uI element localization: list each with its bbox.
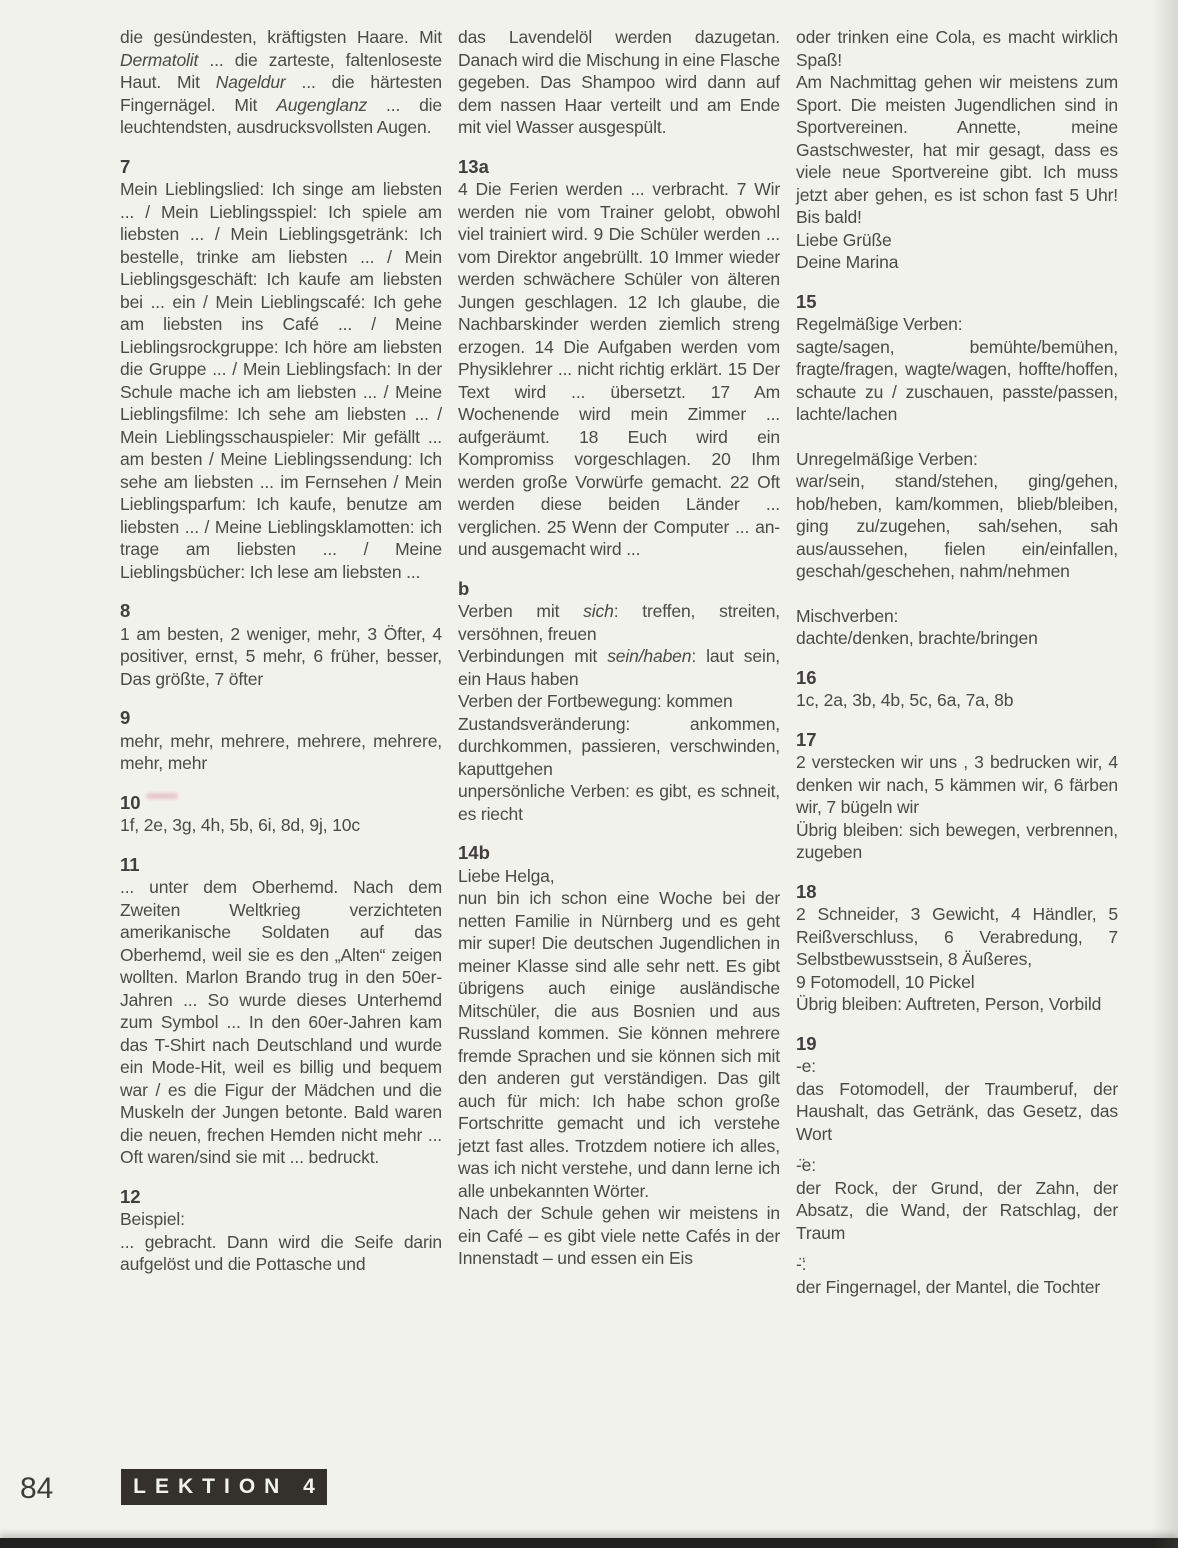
column-2 [458, 26, 780, 1298]
paragraph: 4 Die Ferien werden ... verbracht. 7 Wir werden nie vom Trainer gelobt, obwohl viel trainiert wird. 9 Die Schüler werden ... vom Direktor angebrüllt. 10 Immer wieder werden schwächere Schüler von älteren Jungen geschlagen. 12 Ich glaube, die Nachbarskinder werden ziemlich streng erzogen. 14 Die Aufgaben werden vom Physiklehrer ... nicht richtig erklärt. 15 Der Text wird ... übersetzt. 17 Am Wochenende wird mein Zimmer ... aufgeräumt. 18 Euch wird ein Kompromiss vorgeschlagen. 20 Ihm werden große Vorwürfe gemacht. 22 Oft werden diese beiden Länder ... verglichen. 25 Wenn der Computer ... an- und ausgemacht wird ... [458, 179, 780, 559]
paragraph: ... unter dem Oberhemd. Nach dem Zweiten Weltkrieg verzichteten amerikanische Soldaten auf das Oberhemd, weil sie es den „Alten“ zeigen wollten. Marlon Brando trug in den 50er-Jahren ... So wurde dieses Unterhemd zum Symbol ... In den 60er-Jahren kam das T-Shirt nach Deutschland und wurde ein Mode-Hit, weil es billig und bequem war / es die Figur der Mädchen und die Muskeln der Jungen betonte. Bald waren die neuen, frechen Hemden nicht mehr ... Oft waren/sind sie mit ... bedruckt. [120, 877, 442, 1167]
paragraph: die gesündesten, kräftigsten Haare. Mit Dermatolit ... die zarteste, faltenloseste Haut. Mit Nageldur ... die härtesten Fingernägel. Mit Augenglanz ... die leuchtendsten, ausdrucksvollsten Augen. [120, 27, 442, 137]
paragraph: Regelmäßige Verben: sagte/sagen, bemühte/bemühen, fragte/fragen, wagte/wagen, hoffte/hoffen, schaute zu / zuschauen, passte/passen, lachte/lachen [796, 314, 1118, 424]
paragraph: 2 Schneider, 3 Gewicht, 4 Händler, 5 Reißverschluss, 6 Verabredung, 7 Selbstbewusstsein, 8 Äußeres, 9 Fotomodell, 10 Pickel Übrig bleiben: Auftreten, Person, Vorbild [796, 904, 1118, 1014]
lektion-badge: LEKTION 4 [121, 1469, 327, 1505]
section-heading: 8 [120, 600, 131, 621]
paragraph: Liebe Helga, nun bin ich schon eine Woche bei der netten Familie in Nürnberg und es geht mir super! Die deutschen Jugendlichen in meiner Klasse sind alle sehr nett. Es gibt übrigens auch einige ausländische Mitschüler, die aus Bosnien und aus Russland kommen. Sie können mehrere fremde Sprachen und sie können sich mit den anderen gut verständigen. Das gilt auch für mich: Ich habe schon große Fortschritte gemacht und ich verstehe jetzt fast alles. Trotzdem notiere ich alles, was ich nicht verstehe, und dann lerne ich alle unbekannten Wörter. Nach der Schule gehen wir meistens in ein Café – es gibt viele nette Cafés in der Innenstadt – und essen ein Eis [458, 865, 780, 1268]
paragraph: oder trinken eine Cola, es macht wirklich Spaß! Am Nachmittag gehen wir meistens zum Sport. Die meisten Jugendlichen sind in Sportvereinen. Annette, meine Gastschwester, hat mir gesagt, dass es viele neue Sportvereine gibt. Ich muss jetzt aber gehen, es ist schon fast 5 Uhr! Bis bald! Liebe Grüße Deine Marina [796, 27, 1118, 272]
paragraph: -e: das Fotomodell, der Traumberuf, der Haushalt, das Getränk, das Gesetz, das Wort [796, 1056, 1118, 1144]
section-heading: 9 [120, 707, 131, 728]
section-heading: 19 [796, 1032, 817, 1054]
paragraph: 1f, 2e, 3g, 4h, 5b, 6i, 8d, 9j, 10c [120, 815, 360, 835]
paragraph: mehr, mehr, mehrere, mehrere, mehrere, mehr, mehr [120, 730, 442, 773]
section-heading: 10 [120, 791, 141, 813]
paragraph: das Lavendelöl werden dazugetan. Danach wird die Mischung in eine Flasche gegeben. Das Shampoo wird dann auf dem nassen Haar verteilt und am Ende mit viel Wasser ausgespült. [458, 27, 780, 137]
paragraph: -̈e: der Rock, der Grund, der Zahn, der Absatz, die Wand, der Ratschlag, der Traum [796, 1155, 1118, 1243]
scan-bottom-edge [0, 1538, 1178, 1548]
paragraph: Mein Lieblingslied: Ich singe am liebsten ... / Mein Lieblingsspiel: Ich spiele am liebsten ... / Mein Lieblingsgetränk: Ich bestelle, trinke am liebsten ... / Mein Lieblingsgeschäft: Ich kaufe am liebsten bei ... ein / Mein Lieblingscafé: Ich gehe am liebsten ins Café ... / Meine Lieblingsrockgruppe: Ich höre am liebsten die Gruppe ... / Mein Lieblingsfach: In der Schule mache ich am liebsten ... / Meine Lieblingsfilme: Ich sehe am liebsten ... / Mein Lieblingsschauspieler: Mir gefällt ... am besten / Meine Lieblingssendung: Ich sehe am liebsten ... im Fernsehen / Mein Lieblingsparfum: Ich kaufe, benutze am liebsten ... / Meine Lieblingsklamotten: ich trage am liebsten ... / Meine Lieblingsbücher: Ich lese am liebsten ... [120, 179, 442, 582]
section-heading: 18 [796, 880, 817, 902]
paragraph: -̈: der Fingernagel, der Mantel, die Tochter [796, 1254, 1100, 1297]
section-heading: 13a [458, 155, 489, 177]
column-1 [120, 26, 442, 1298]
paragraph: Unregelmäßige Verben: war/sein, stand/stehen, ging/gehen, hob/heben, kam/kommen, blieb/bleiben, ging zu/zugehen, sah/sehen, sah aus/aussehen, fielen ein/einfallen, geschah/geschehen, nahm/nehmen [796, 448, 1118, 581]
paragraph: 1 am besten, 2 weniger, mehr, 3 Öfter, 4 positiver, ernst, 5 mehr, 6 früher, besser, Das größte, 7 öfter [120, 623, 442, 689]
page-number: 84 [20, 1472, 54, 1505]
section-heading: 15 [796, 290, 817, 312]
section-heading: b [458, 577, 470, 599]
scan-artifact [146, 793, 178, 799]
section-heading: 17 [796, 728, 817, 750]
section-heading: 11 [120, 853, 140, 875]
paragraph: 1c, 2a, 3b, 4b, 5c, 6a, 7a, 8b [796, 690, 1014, 710]
paragraph: 2 verstecken wir uns , 3 bedrucken wir, 4 denken wir nach, 5 kämmen wir, 6 färben wir, 7 bügeln wir Übrig bleiben: sich bewegen, verbrennen, zugeben [796, 752, 1118, 862]
paragraph: Mischverben: dachte/denken, brachte/bringen [796, 605, 1038, 648]
column-3 [796, 26, 1118, 1298]
paragraph: Beispiel: ... gebracht. Dann wird die Seife darin aufgelöst und die Pottasche und [120, 1209, 442, 1274]
section-heading: 16 [796, 666, 817, 688]
section-heading: 12 [120, 1185, 141, 1207]
section-heading: 7 [120, 155, 131, 177]
section-heading: 14b [458, 842, 490, 863]
paragraph: Verben mit sich: treffen, streiten, versöhnen, freuen Verbindungen mit sein/haben: laut sein, ein Haus haben Verben der Fortbewegung: kommen Zustandsveränderung: ankommen, durchkommen, passieren, verschwinden, kaputtgehen unpersönliche Verben: es gibt, es schneit, es riecht [458, 601, 780, 824]
